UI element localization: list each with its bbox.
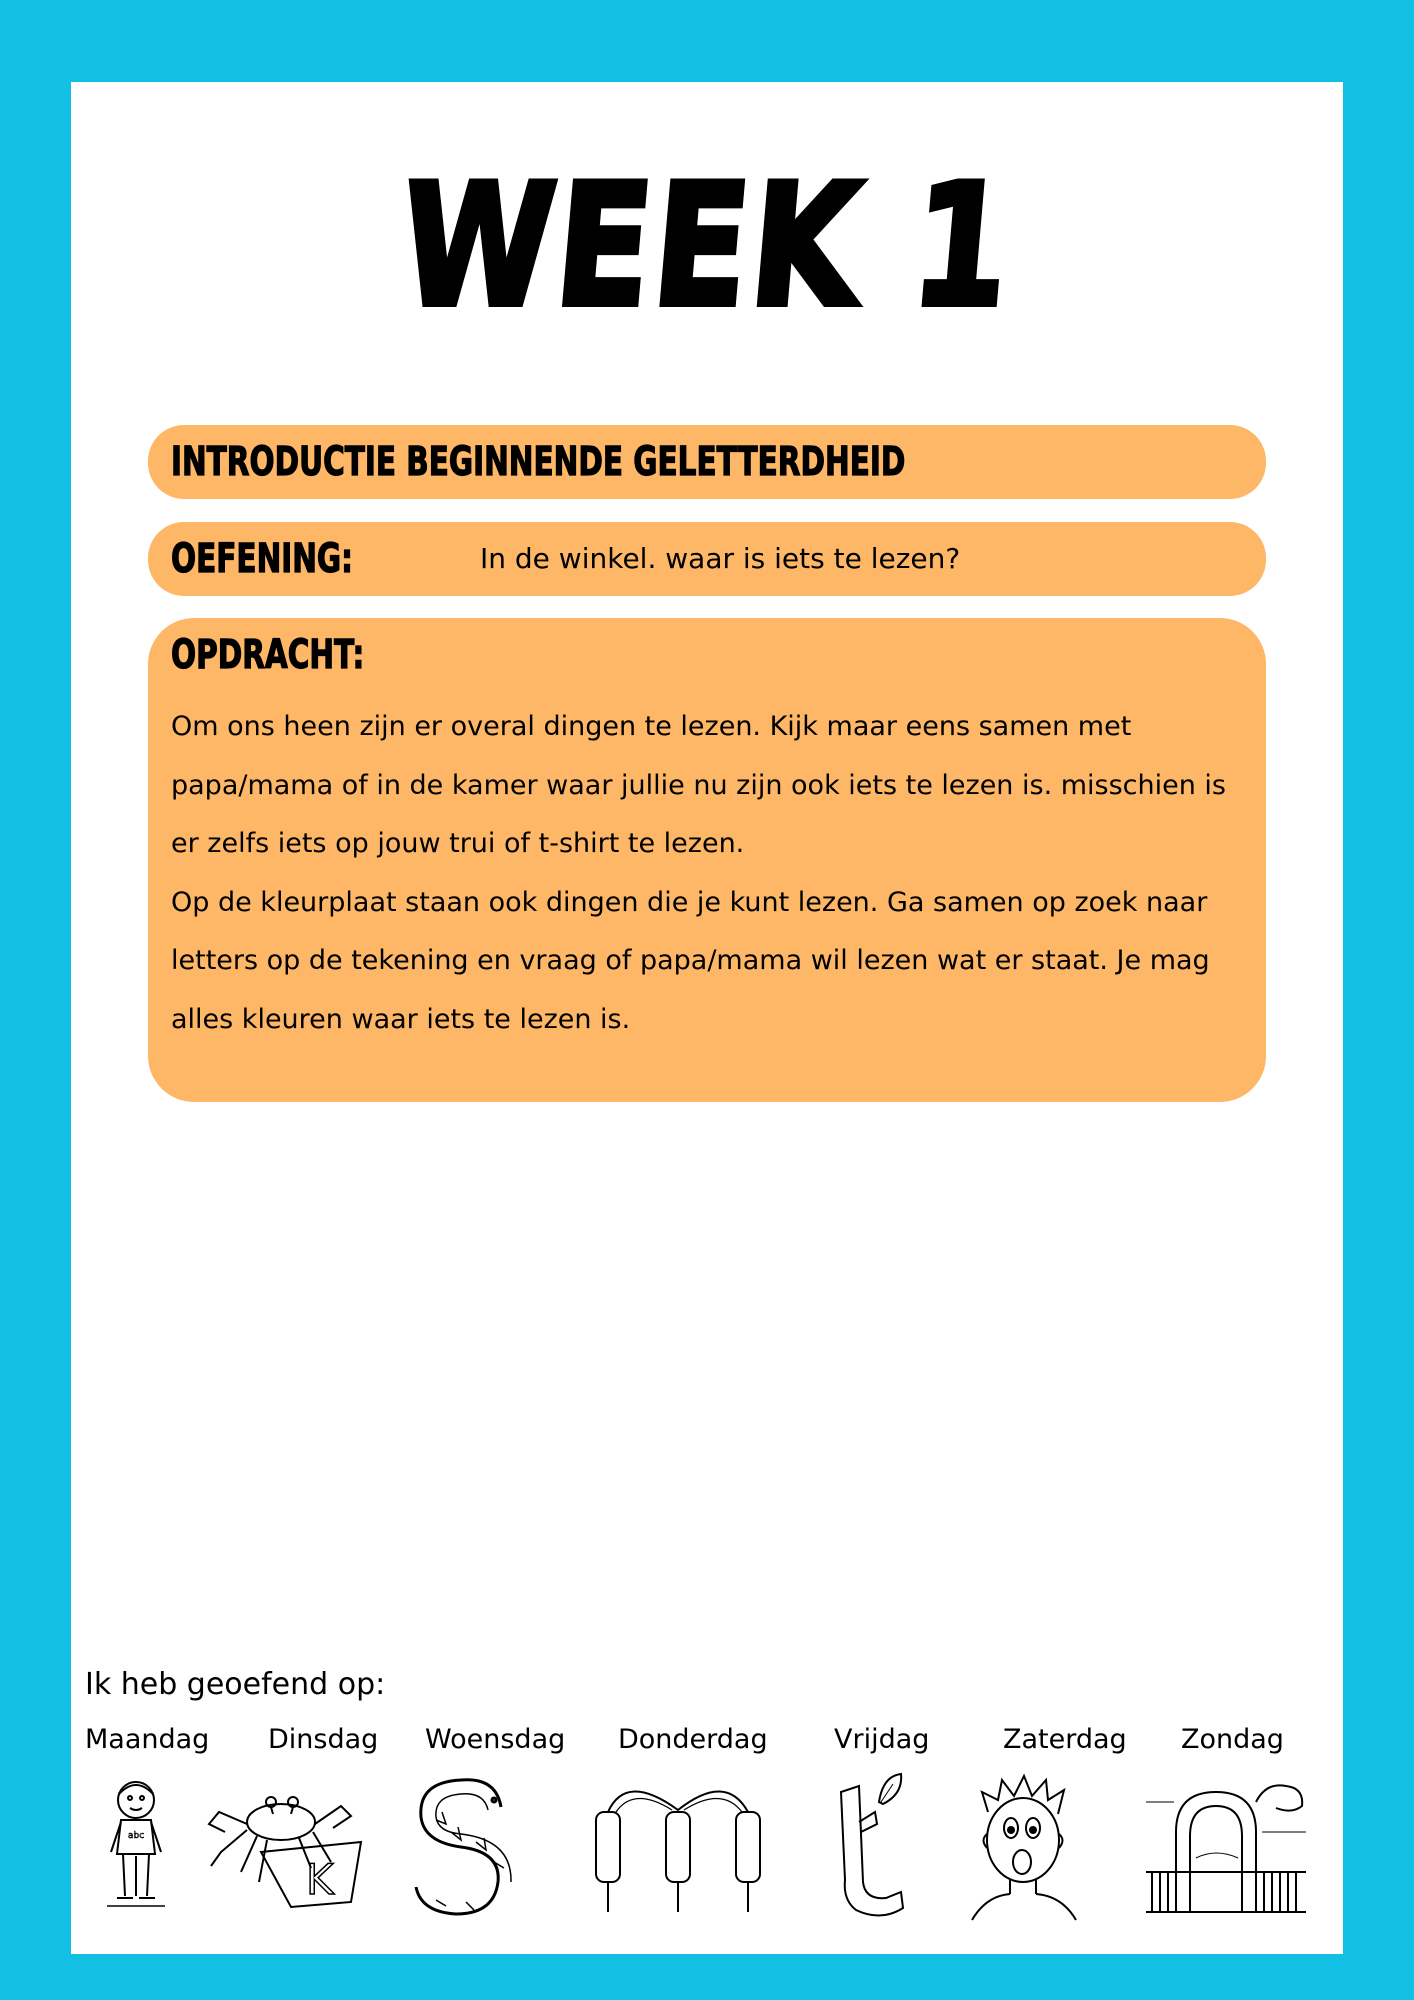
svg-text:K: K xyxy=(306,1855,334,1904)
arch-gate-icon[interactable] xyxy=(1146,1772,1306,1922)
day-label-woensdag: Woensdag xyxy=(425,1724,566,1755)
opdracht-paragraph-2: Op de kleurplaat staan ook dingen die je kunt lezen. Ga samen op zoek naar letters op de tekening en vraag of papa/mama wil lezen wat er staat. Je mag alles kleuren waar iets te lezen is. xyxy=(171,886,1210,1035)
day-label-zaterdag: Zaterdag xyxy=(1003,1724,1127,1755)
snake-s-icon[interactable] xyxy=(406,1772,516,1922)
intro-banner xyxy=(148,425,1266,499)
page-title: WEEK 1 xyxy=(393,148,1021,344)
svg-text:abc: abc xyxy=(128,1831,145,1841)
opdracht-box xyxy=(148,618,1266,1102)
day-label-donderdag: Donderdag xyxy=(618,1724,768,1755)
practice-label: Ik heb geoefend op: xyxy=(85,1667,386,1702)
boy-icon[interactable] xyxy=(101,1772,171,1912)
intro-heading: INTRODUCTIE BEGINNENDE GELETTERDHEID xyxy=(171,439,906,485)
oefening-banner xyxy=(148,522,1266,596)
popsicles-m-icon[interactable] xyxy=(586,1772,771,1922)
day-label-zondag: Zondag xyxy=(1181,1724,1284,1755)
day-label-maandag: Maandag xyxy=(85,1724,210,1755)
day-label-vrijdag: Vrijdag xyxy=(834,1724,930,1755)
opdracht-text xyxy=(171,698,1256,1049)
day-label-dinsdag: Dinsdag xyxy=(268,1724,379,1755)
oefening-text: In de winkel. waar is iets te lezen? xyxy=(480,542,961,575)
worksheet-page xyxy=(71,82,1343,1954)
branch-t-icon[interactable] xyxy=(831,1772,911,1922)
opdracht-label: OPDRACHT: xyxy=(171,632,365,678)
screaming-face-icon[interactable] xyxy=(966,1772,1086,1922)
oefening-label: OEFENING: xyxy=(171,536,353,582)
crab-k-icon[interactable] xyxy=(201,1772,371,1912)
opdracht-paragraph-1: Om ons heen zijn er overal dingen te lezen. Kijk maar eens samen met papa/mama of in de kamer waar jullie nu zijn ook iets te lezen is. misschien is er zelfs iets op jouw trui of t-shirt te lezen. xyxy=(171,711,1227,859)
